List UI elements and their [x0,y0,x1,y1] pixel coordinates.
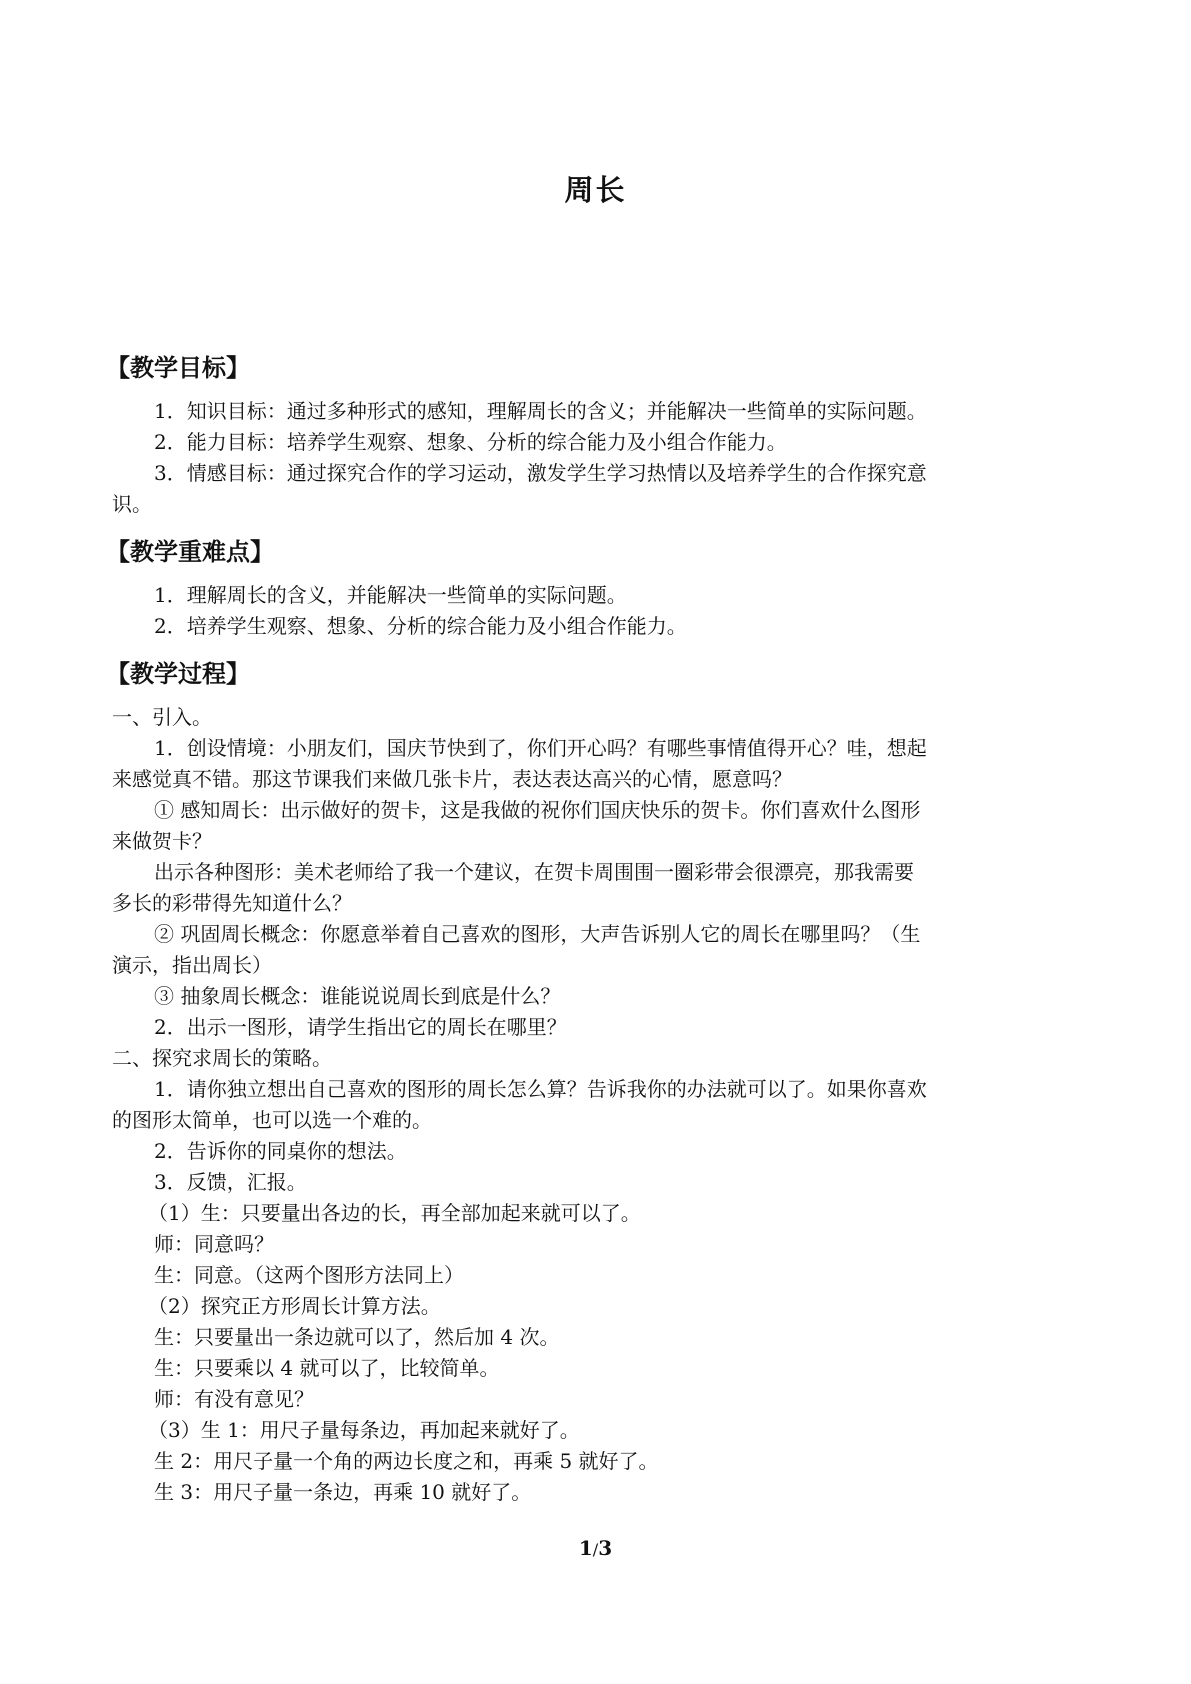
paragraph-line: 二、探究求周长的策略。 [112,1046,332,1070]
paragraph-line: （2）探究正方形周长计算方法。 [148,1294,441,1318]
paragraph-line: 2．培养学生观察、想象、分析的综合能力及小组合作能力。 [154,614,687,638]
paragraph-line: 2．出示一图形，请学生指出它的周长在哪里？ [154,1015,567,1039]
paragraph-line: 来做贺卡？ [112,829,212,853]
paragraph-line: 生 3：用尺子量一条边，再乘 10 就好了。 [154,1480,532,1504]
document-body [106,350,1080,1508]
paragraph-line: 生：只要乘以 4 就可以了，比较简单。 [154,1356,500,1380]
page-separator: / [592,1540,599,1559]
page-title: 周长 [564,173,627,207]
page-number [0,1536,1191,1560]
paragraph-line: （1）生：只要量出各边的长，再全部加起来就可以了。 [148,1201,641,1225]
paragraph-line: 1．知识目标：通过多种形式的感知，理解周长的含义；并能解决一些简单的实际问题。 [154,399,927,423]
paragraph-line: （3）生 1：用尺子量每条边，再加起来就好了。 [148,1418,580,1442]
paragraph-line: 多长的彩带得先知道什么？ [112,891,352,915]
paragraph-line: 师：有没有意见？ [154,1387,314,1411]
paragraph-line: 1．创设情境：小朋友们，国庆节快到了，你们开心吗？有哪些事情值得开心？哇，想起 [154,736,927,760]
section-heading: 【教学过程】 [106,659,250,688]
page-current: 1 [578,1536,593,1560]
paragraph-line: ③ 抽象周长概念：谁能说说周长到底是什么？ [154,984,561,1008]
paragraph-line: 3．反馈，汇报。 [154,1170,307,1194]
paragraph-line: 生：同意。（这两个图形方法同上） [154,1263,464,1287]
paragraph-line: 识。 [112,492,152,516]
paragraph-line: 出示各种图形：美术老师给了我一个建议，在贺卡周围围一圈彩带会很漂亮，那我需要 [154,860,914,884]
paragraph-line: 一、引入。 [112,705,212,729]
paragraph-line: 生：只要量出一条边就可以了，然后加 4 次。 [154,1325,560,1349]
paragraph-line: ① 感知周长：出示做好的贺卡，这是我做的祝你们国庆快乐的贺卡。你们喜欢什么图形 [154,798,921,822]
section-teaching-goals [106,350,1080,520]
paragraph-line: 来感觉真不错。那这节课我们来做几张卡片，表达表达高兴的心情，愿意吗？ [112,767,792,791]
section-heading: 【教学目标】 [106,353,250,382]
paragraph-line: 的图形太简单，也可以选一个难的。 [112,1108,432,1132]
paragraph-line: ② 巩固周长概念：你愿意举着自己喜欢的图形，大声告诉别人它的周长在哪里吗？（生 [154,922,921,946]
paragraph-line: 1．请你独立想出自己喜欢的图形的周长怎么算？告诉我你的办法就可以了。如果你喜欢 [154,1077,927,1101]
section-heading: 【教学重难点】 [106,537,274,566]
paragraph-line: 师：同意吗？ [154,1232,274,1256]
paragraph-line: 3．情感目标：通过探究合作的学习运动，激发学生学习热情以及培养学生的合作探究意 [154,461,927,485]
section-teaching-process [106,656,1080,1508]
section-key-points [106,534,1080,642]
paragraph-line: 生 2：用尺子量一个角的两边长度之和，再乘 5 就好了。 [154,1449,659,1473]
paragraph-line: 2．能力目标：培养学生观察、想象、分析的综合能力及小组合作能力。 [154,430,787,454]
paragraph-line: 1．理解周长的含义，并能解决一些简单的实际问题。 [154,583,627,607]
paragraph-line: 演示，指出周长） [112,953,272,977]
page-total: 3 [598,1536,613,1560]
paragraph-line: 2．告诉你的同桌你的想法。 [154,1139,407,1163]
